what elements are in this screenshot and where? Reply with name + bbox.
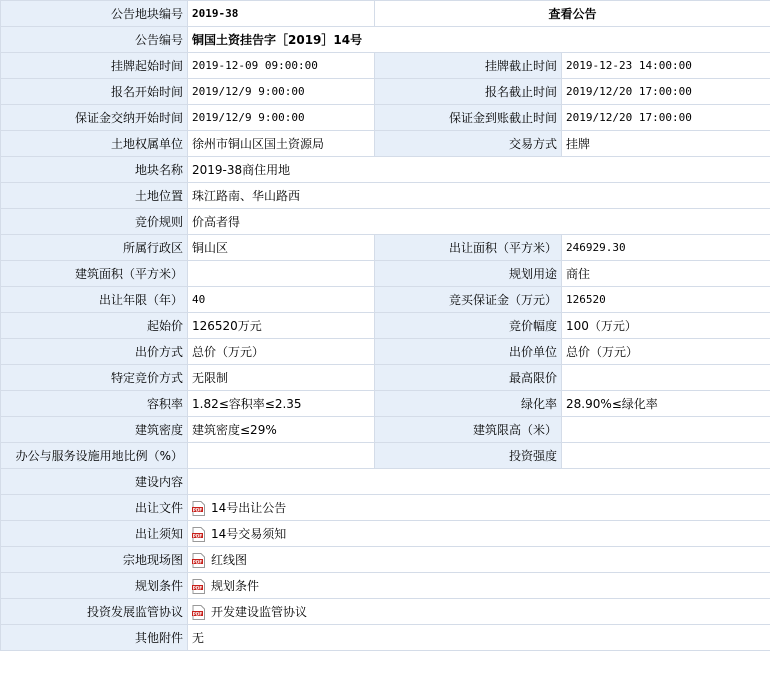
file-label: 宗地现场图 <box>1 547 188 573</box>
max-price-label: 最高限价 <box>375 365 562 391</box>
view-notice-link[interactable]: 查看公告 <box>375 1 770 27</box>
row-file-2 <box>1 547 770 573</box>
construction-value <box>188 469 770 495</box>
row-file-1 <box>1 521 770 547</box>
pdf-icon <box>192 579 205 594</box>
file-cell <box>188 521 770 547</box>
density-value: 建筑密度≤29% <box>188 417 375 443</box>
term-value: 40 <box>188 287 375 313</box>
row-start-price <box>1 313 770 339</box>
row-office-ratio <box>1 443 770 469</box>
row-other <box>1 625 770 651</box>
bid-method-label: 出价方式 <box>1 339 188 365</box>
row-construction <box>1 469 770 495</box>
listing-start-label: 挂牌起始时间 <box>1 53 188 79</box>
row-plot-ratio <box>1 391 770 417</box>
svg-text:PDF: PDF <box>192 533 203 539</box>
row-signup-time <box>1 79 770 105</box>
file-label: 出让须知 <box>1 521 188 547</box>
trade-method-label: 交易方式 <box>375 131 562 157</box>
bid-deposit-value: 126520 <box>562 287 770 313</box>
signup-end-label: 报名截止时间 <box>375 79 562 105</box>
term-label: 出让年限（年） <box>1 287 188 313</box>
deposit-start-label: 保证金交纳开始时间 <box>1 105 188 131</box>
other-attachment-value: 无 <box>188 625 770 651</box>
plot-no-value: 2019-38 <box>188 1 375 27</box>
listing-start-value: 2019-12-09 09:00:00 <box>188 53 375 79</box>
listing-end-value: 2019-12-23 14:00:00 <box>562 53 770 79</box>
trade-method-value: 挂牌 <box>562 131 770 157</box>
green-ratio-label: 绿化率 <box>375 391 562 417</box>
row-owner <box>1 131 770 157</box>
pdf-icon <box>192 605 205 620</box>
planned-use-label: 规划用途 <box>375 261 562 287</box>
file-link-red-line-map[interactable]: 红线图 <box>211 553 248 567</box>
pdf-icon <box>192 527 205 542</box>
density-label: 建筑密度 <box>1 417 188 443</box>
file-link-trade-notes[interactable]: 14号交易须知 <box>211 527 287 541</box>
office-ratio-label: 办公与服务设施用地比例（%） <box>1 443 188 469</box>
svg-text:PDF: PDF <box>192 507 203 513</box>
deposit-end-value: 2019/12/20 17:00:00 <box>562 105 770 131</box>
start-price-label: 起始价 <box>1 313 188 339</box>
bid-deposit-label: 竞买保证金（万元） <box>375 287 562 313</box>
owner-label: 土地权属单位 <box>1 131 188 157</box>
row-deposit-time <box>1 105 770 131</box>
row-term <box>1 287 770 313</box>
bid-rule-value: 价高者得 <box>188 209 770 235</box>
invest-intensity-value <box>562 443 770 469</box>
construction-label: 建设内容 <box>1 469 188 495</box>
row-building-area <box>1 261 770 287</box>
file-cell <box>188 599 770 625</box>
bid-step-label: 竞价幅度 <box>375 313 562 339</box>
building-area-value <box>188 261 375 287</box>
row-special-bid <box>1 365 770 391</box>
svg-text:PDF: PDF <box>192 611 203 617</box>
plot-no-label: 公告地块编号 <box>1 1 188 27</box>
row-file-3 <box>1 573 770 599</box>
row-plot-no <box>1 1 770 27</box>
row-bid-method <box>1 339 770 365</box>
row-listing-time <box>1 53 770 79</box>
file-link-supervision-agreement[interactable]: 开发建设监管协议 <box>211 605 308 619</box>
bid-step-value: 100（万元） <box>562 313 770 339</box>
special-bid-value: 无限制 <box>188 365 375 391</box>
location-label: 土地位置 <box>1 183 188 209</box>
bid-unit-value: 总价（万元） <box>562 339 770 365</box>
deposit-start-value: 2019/12/9 9:00:00 <box>188 105 375 131</box>
invest-intensity-label: 投资强度 <box>375 443 562 469</box>
svg-text:PDF: PDF <box>192 559 203 565</box>
transfer-area-value: 246929.30 <box>562 235 770 261</box>
row-notice-no <box>1 27 770 53</box>
district-value: 铜山区 <box>188 235 375 261</box>
file-cell <box>188 573 770 599</box>
owner-value: 徐州市铜山区国土资源局 <box>188 131 375 157</box>
pdf-icon <box>192 501 205 516</box>
district-label: 所属行政区 <box>1 235 188 261</box>
file-label: 规划条件 <box>1 573 188 599</box>
row-location <box>1 183 770 209</box>
file-label: 出让文件 <box>1 495 188 521</box>
row-density <box>1 417 770 443</box>
file-label: 投资发展监管协议 <box>1 599 188 625</box>
signup-start-value: 2019/12/9 9:00:00 <box>188 79 375 105</box>
plot-ratio-value: 1.82≤容积率≤2.35 <box>188 391 375 417</box>
height-limit-value <box>562 417 770 443</box>
row-file-0 <box>1 495 770 521</box>
plot-name-value: 2019-38商住用地 <box>188 157 770 183</box>
special-bid-label: 特定竞价方式 <box>1 365 188 391</box>
svg-text:PDF: PDF <box>192 585 203 591</box>
bid-method-value: 总价（万元） <box>188 339 375 365</box>
file-link-planning-conditions[interactable]: 规划条件 <box>211 579 260 593</box>
row-bid-rule <box>1 209 770 235</box>
max-price-value <box>562 365 770 391</box>
row-file-4 <box>1 599 770 625</box>
signup-end-value: 2019/12/20 17:00:00 <box>562 79 770 105</box>
file-cell <box>188 495 770 521</box>
location-value: 珠江路南、华山路西 <box>188 183 770 209</box>
plot-name-label: 地块名称 <box>1 157 188 183</box>
office-ratio-value <box>188 443 375 469</box>
building-area-label: 建筑面积（平方米） <box>1 261 188 287</box>
file-cell <box>188 547 770 573</box>
row-plot-name <box>1 157 770 183</box>
pdf-icon <box>192 553 205 568</box>
row-district <box>1 235 770 261</box>
bid-rule-label: 竞价规则 <box>1 209 188 235</box>
deposit-end-label: 保证金到账截止时间 <box>375 105 562 131</box>
bid-unit-label: 出价单位 <box>375 339 562 365</box>
signup-start-label: 报名开始时间 <box>1 79 188 105</box>
notice-no-value: 铜国土资挂告字［2019］14号 <box>188 27 770 53</box>
listing-end-label: 挂牌截止时间 <box>375 53 562 79</box>
start-price-value: 126520万元 <box>188 313 375 339</box>
plot-ratio-label: 容积率 <box>1 391 188 417</box>
planned-use-value: 商住 <box>562 261 770 287</box>
notice-no-label: 公告编号 <box>1 27 188 53</box>
other-attachment-label: 其他附件 <box>1 625 188 651</box>
height-limit-label: 建筑限高（米） <box>375 417 562 443</box>
transfer-area-label: 出让面积（平方米） <box>375 235 562 261</box>
file-link-transfer-notice[interactable]: 14号出让公告 <box>211 501 287 515</box>
green-ratio-value: 28.90%≤绿化率 <box>562 391 770 417</box>
